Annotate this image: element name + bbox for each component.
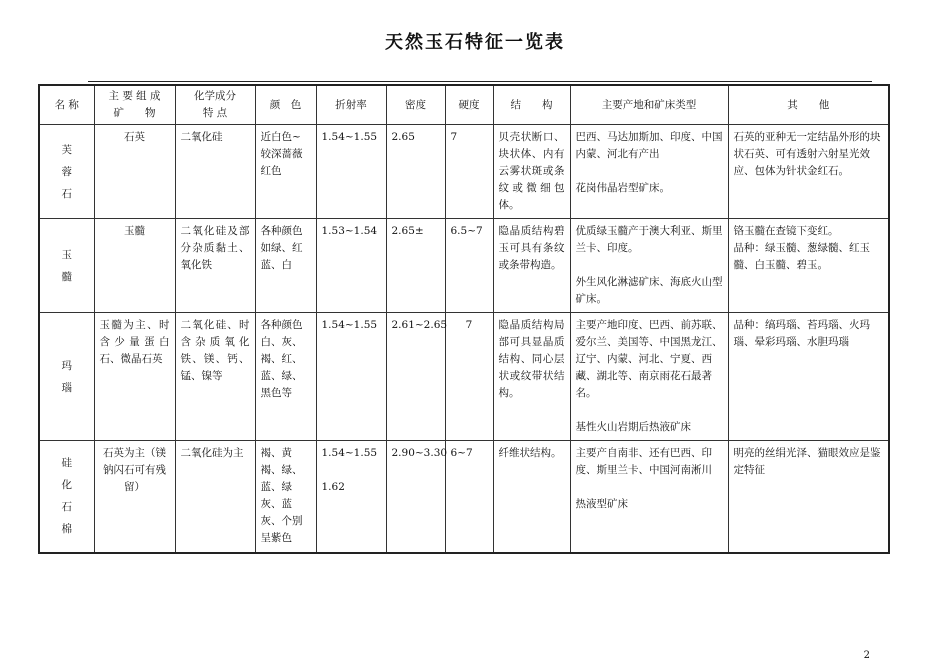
header-chem: 化学成分 特 点 (175, 85, 255, 125)
hardness-cell: 6~7 (445, 441, 493, 553)
density-cell: 2.65 (386, 125, 445, 219)
ri-cell: 1.53~1.54 (316, 219, 386, 313)
origin-cell: 巴西、马达加斯加、印度、中国内蒙、河北有产出 花岗伟晶岩型矿床。 (570, 125, 728, 219)
table-row (39, 313, 889, 441)
gem-name-cell (39, 125, 94, 219)
gem-name: 芙蓉石 (61, 143, 72, 200)
origin-cell: 主要产地印度、巴西、前苏联、爱尔兰、美国等、中国黑龙江、辽宁、内蒙、河北、宁夏、西藏、湖北等、南京雨花石最著名。 基性火山岩期后热液矿床 (570, 313, 728, 441)
other-cell: 明亮的丝绢光泽、猫眼效应是鉴定特征 (728, 441, 889, 553)
page-title: 天然玉石特征一览表 (385, 32, 565, 53)
ri-cell: 1.54~1.55 (316, 125, 386, 219)
header-color: 颜 色 (255, 85, 316, 125)
header-other: 其 他 (728, 85, 889, 125)
density-cell: 2.90~3.30 (386, 441, 445, 553)
color-cell: 各种颜色白、灰、褐、红、蓝、绿、黑色等 (255, 313, 316, 441)
header-origin: 主要产地和矿床类型 (570, 85, 728, 125)
header-density: 密度 (386, 85, 445, 125)
header-hardness: 硬度 (445, 85, 493, 125)
density-cell: 2.61~2.65 (386, 313, 445, 441)
origin-cell: 主要产自南非、还有巴西、印度、斯里兰卡、中国河南淅川 热液型矿床 (570, 441, 728, 553)
chem-cell: 二氧化硅及部分杂质黏土、氧化铁 (175, 219, 255, 313)
ri-cell: 1.54~1.55 (316, 313, 386, 441)
hardness-cell: 6.5~7 (445, 219, 493, 313)
gem-name-cell (39, 441, 94, 553)
table-row (39, 441, 889, 553)
other-cell: 铬玉髓在查镜下变红。 品种：绿玉髓、葱绿髓、红玉髓、白玉髓、碧玉。 (728, 219, 889, 313)
minerals-cell: 石英 (94, 125, 175, 219)
chem-cell: 二氧化硅 (175, 125, 255, 219)
hardness-cell: 7 (445, 125, 493, 219)
header-row (39, 85, 889, 125)
table-row (39, 125, 889, 219)
minerals-cell: 玉髓 (94, 219, 175, 313)
header-name: 名 称 (39, 85, 94, 125)
structure-cell: 纤维状结构。 (493, 441, 570, 553)
header-ri: 折射率 (316, 85, 386, 125)
ri-cell: 1.54~1.55 1.62 (316, 441, 386, 553)
minerals-cell: 玉髓为主、时含少量蛋白石、微晶石英 (94, 313, 175, 441)
color-cell: 褐、黄褐、绿、蓝、绿灰、蓝灰、个别呈紫色 (255, 441, 316, 553)
header-minerals: 主 要 组 成 矿 物 (94, 85, 175, 125)
structure-cell: 隐晶质结构碧玉可具有条纹或条带构造。 (493, 219, 570, 313)
chem-cell: 二氧化硅为主 (175, 441, 255, 553)
other-cell: 品种：缟玛瑙、苔玛瑙、火玛瑙、晕彩玛瑙、水胆玛瑙 (728, 313, 889, 441)
gem-name: 硅化石棉 (61, 457, 72, 536)
header-structure: 结 构 (493, 85, 570, 125)
structure-cell: 隐晶质结构局部可具显晶质结构、同心层状或纹带状结构。 (493, 313, 570, 441)
density-cell: 2.65± (386, 219, 445, 313)
page-number: 2 (863, 650, 870, 661)
title-rule (88, 81, 872, 82)
other-cell: 石英的亚种无一定结晶外形的块状石英、可有透射六射星光效应、包体为针状金红石。 (728, 125, 889, 219)
color-cell: 各种颜色如绿、红蓝、白 (255, 219, 316, 313)
color-cell: 近白色~较深蔷薇红色 (255, 125, 316, 219)
structure-cell: 贝壳状断口、块状体、内有云雾状斑或条纹或微细包体。 (493, 125, 570, 219)
gem-name: 玛 瑙 (61, 359, 83, 394)
gem-name-cell (39, 313, 94, 441)
gem-table (38, 84, 890, 554)
origin-cell: 优质绿玉髓产于澳大利亚、斯里兰卡、印度。 外生风化淋滤矿床、海底火山型矿床。 (570, 219, 728, 313)
gem-name-cell (39, 219, 94, 313)
hardness-cell: 7 (445, 313, 493, 441)
gem-name: 玉 髓 (61, 248, 83, 283)
table-row (39, 219, 889, 313)
minerals-cell: 石英为主（镁钠闪石可有残留） (94, 441, 175, 553)
chem-cell: 二氧化硅、时含杂质氧化铁、镁、钙、锰、镍等 (175, 313, 255, 441)
